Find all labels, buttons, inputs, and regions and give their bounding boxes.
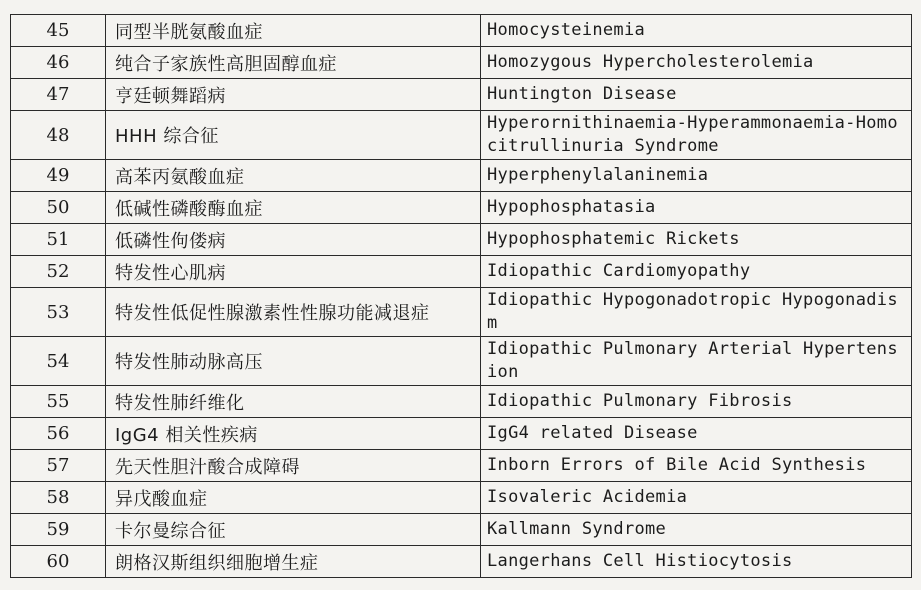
disease-name-chinese: 高苯丙氨酸血症 [106,160,481,192]
table-row [11,160,912,192]
disease-name-english: Hyperphenylalaninemia [481,160,912,192]
table-row [11,546,912,578]
disease-name-chinese: 低磷性佝偻病 [106,224,481,256]
row-number: 54 [11,337,106,386]
disease-name-chinese: 先天性胆汁酸合成障碍 [106,450,481,482]
disease-name-english: Huntington Disease [481,79,912,111]
disease-name-chinese: IgG4 相关性疾病 [106,418,481,450]
disease-name-english: Idiopathic Pulmonary Fibrosis [481,386,912,418]
table-row [11,418,912,450]
row-number: 47 [11,79,106,111]
row-number: 60 [11,546,106,578]
disease-name-english: Homocysteinemia [481,15,912,47]
disease-name-chinese: 同型半胱氨酸血症 [106,15,481,47]
disease-name-chinese: 卡尔曼综合征 [106,514,481,546]
row-number: 46 [11,47,106,79]
disease-name-chinese: 低碱性磷酸酶血症 [106,192,481,224]
row-number: 57 [11,450,106,482]
disease-name-english: Homozygous Hypercholesterolemia [481,47,912,79]
row-number: 49 [11,160,106,192]
disease-table [10,14,912,578]
disease-name-chinese: 特发性肺纤维化 [106,386,481,418]
table-row [11,514,912,546]
disease-name-english: Kallmann Syndrome [481,514,912,546]
table-row [11,450,912,482]
disease-name-chinese: 朗格汉斯组织细胞增生症 [106,546,481,578]
row-number: 51 [11,224,106,256]
table-row [11,386,912,418]
disease-name-english: Idiopathic Hypogonadotropic Hypogonadism [481,288,912,337]
disease-name-english: Hyperornithinaemia-Hyperammonaemia-Homocitrullinuria Syndrome [481,111,912,160]
table-row [11,47,912,79]
disease-name-chinese: 特发性心肌病 [106,256,481,288]
disease-name-chinese: 异戊酸血症 [106,482,481,514]
table-row [11,15,912,47]
disease-name-chinese: 特发性低促性腺激素性性腺功能减退症 [106,288,481,337]
disease-name-english: Idiopathic Cardiomyopathy [481,256,912,288]
row-number: 53 [11,288,106,337]
table-row [11,192,912,224]
row-number: 56 [11,418,106,450]
disease-name-english: Hypophosphatasia [481,192,912,224]
row-number: 55 [11,386,106,418]
row-number: 50 [11,192,106,224]
row-number: 52 [11,256,106,288]
disease-name-chinese: 纯合子家族性高胆固醇血症 [106,47,481,79]
row-number: 59 [11,514,106,546]
disease-name-chinese: 亨廷顿舞蹈病 [106,79,481,111]
table-row [11,288,912,337]
disease-name-english: Langerhans Cell Histiocytosis [481,546,912,578]
table-row [11,337,912,386]
table-row [11,256,912,288]
disease-name-english: IgG4 related Disease [481,418,912,450]
disease-name-chinese: 特发性肺动脉高压 [106,337,481,386]
disease-name-english: Hypophosphatemic Rickets [481,224,912,256]
row-number: 45 [11,15,106,47]
table-row [11,224,912,256]
table-row [11,111,912,160]
disease-name-english: Idiopathic Pulmonary Arterial Hypertension [481,337,912,386]
disease-name-english: Inborn Errors of Bile Acid Synthesis [481,450,912,482]
table-row [11,482,912,514]
row-number: 48 [11,111,106,160]
table-row [11,79,912,111]
row-number: 58 [11,482,106,514]
disease-name-english: Isovaleric Acidemia [481,482,912,514]
disease-name-chinese: HHH 综合征 [106,111,481,160]
